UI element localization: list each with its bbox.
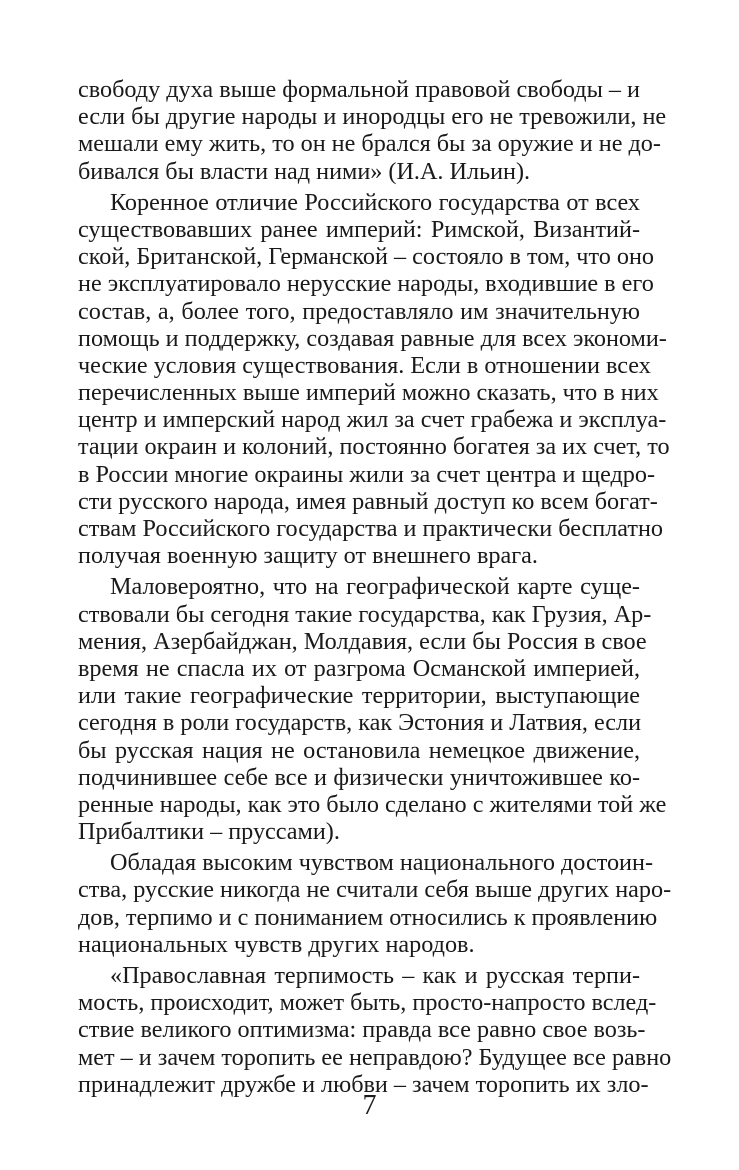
page-number: 7 bbox=[362, 1090, 377, 1121]
text-line: сегодня в роли государств, как Эстония и Латвия, если bbox=[78, 709, 642, 737]
text-line: тации окраин и колоний, постоянно богатея за их счет, то bbox=[78, 433, 670, 461]
text-line: получая военную защиту от внешнего врага. bbox=[78, 542, 538, 570]
text-line: или такие географические территории, выступающие bbox=[78, 682, 640, 710]
text-line: Коренное отличие Российского государства от всех bbox=[110, 188, 640, 216]
paragraph bbox=[78, 849, 672, 958]
text-line: существовавших ранее империй: Римской, Византий- bbox=[78, 215, 640, 243]
text-line: «Православная терпимость – как и русская терпи- bbox=[110, 962, 640, 989]
text-line: перечисленных выше империй можно сказать, что в них bbox=[78, 379, 659, 407]
text-line: ствам Российского государства и практически бесплатно bbox=[78, 515, 664, 542]
paragraph bbox=[78, 188, 670, 570]
text-line: мешали ему жить, то он не брался бы за оружие и не до- bbox=[78, 130, 661, 158]
text-line: бивался бы власти над ними» (И.А. Ильин). bbox=[78, 157, 531, 185]
body-text bbox=[78, 76, 672, 1098]
text-line: не эксплуатировало нерусские народы, входившие в его bbox=[78, 270, 654, 298]
text-line: ской, Британской, Германской – состояло в том, что оно bbox=[78, 243, 654, 271]
text-line: подчинившее себе все и физически уничтожившее ко- bbox=[78, 763, 640, 791]
paragraph bbox=[78, 76, 667, 185]
text-line: время не спасла их от разгрома Османской империей, bbox=[78, 654, 640, 682]
text-line: помощь и поддержку, создавая равные для всех экономи- bbox=[78, 324, 667, 352]
text-line: мет – и зачем торопить ее неправдою? Будущее все равно bbox=[78, 1043, 672, 1071]
text-line: ческие условия существования. Если в отношении всех bbox=[78, 351, 651, 379]
text-line: принадлежит дружбе и любви – зачем торопить их зло- bbox=[78, 1070, 649, 1098]
text-line: ствие великого оптимизма: правда все равно свое возь- bbox=[78, 1016, 646, 1044]
text-line: состав, а, более того, предоставляло им значительную bbox=[78, 297, 640, 325]
text-line: ствовали бы сегодня такие государства, как Грузия, Ар- bbox=[78, 600, 652, 628]
text-line: ства, русские никогда не считали себя выше других наро- bbox=[78, 876, 672, 904]
text-line: центр и имперский народ жил за счет грабежа и эксплуа- bbox=[78, 406, 667, 434]
text-line: в России многие окраины жили за счет центра и щедро- bbox=[78, 460, 656, 488]
text-line: бы русская нация не остановила немецкое движение, bbox=[78, 736, 640, 764]
text-line: ренные народы, как это было сделано с жителями той же bbox=[78, 790, 667, 818]
paragraph bbox=[78, 573, 667, 846]
text-line: мость, происходит, может быть, просто-напросто вслед- bbox=[78, 989, 657, 1017]
text-line: сти русского народа, имея равный доступ ко всем богат- bbox=[78, 487, 658, 515]
text-line: если бы другие народы и инородцы его не тревожили, не bbox=[78, 103, 667, 131]
text-line: мения, Азербайджан, Молдавия, если бы Россия в свое bbox=[78, 627, 647, 655]
text-line: свободу духа выше формальной правовой свободы – и bbox=[78, 76, 640, 103]
text-line: Маловероятно, что на географической карте суще- bbox=[110, 573, 640, 601]
text-line: Прибалтики – пруссами). bbox=[78, 818, 340, 846]
text-line: национальных чувств других народов. bbox=[78, 930, 475, 958]
text-line: Обладая высоким чувством национального достоин- bbox=[110, 849, 654, 877]
paragraph bbox=[78, 962, 672, 1098]
text-line: дов, терпимо и с пониманием относились к проявлению bbox=[78, 903, 658, 931]
